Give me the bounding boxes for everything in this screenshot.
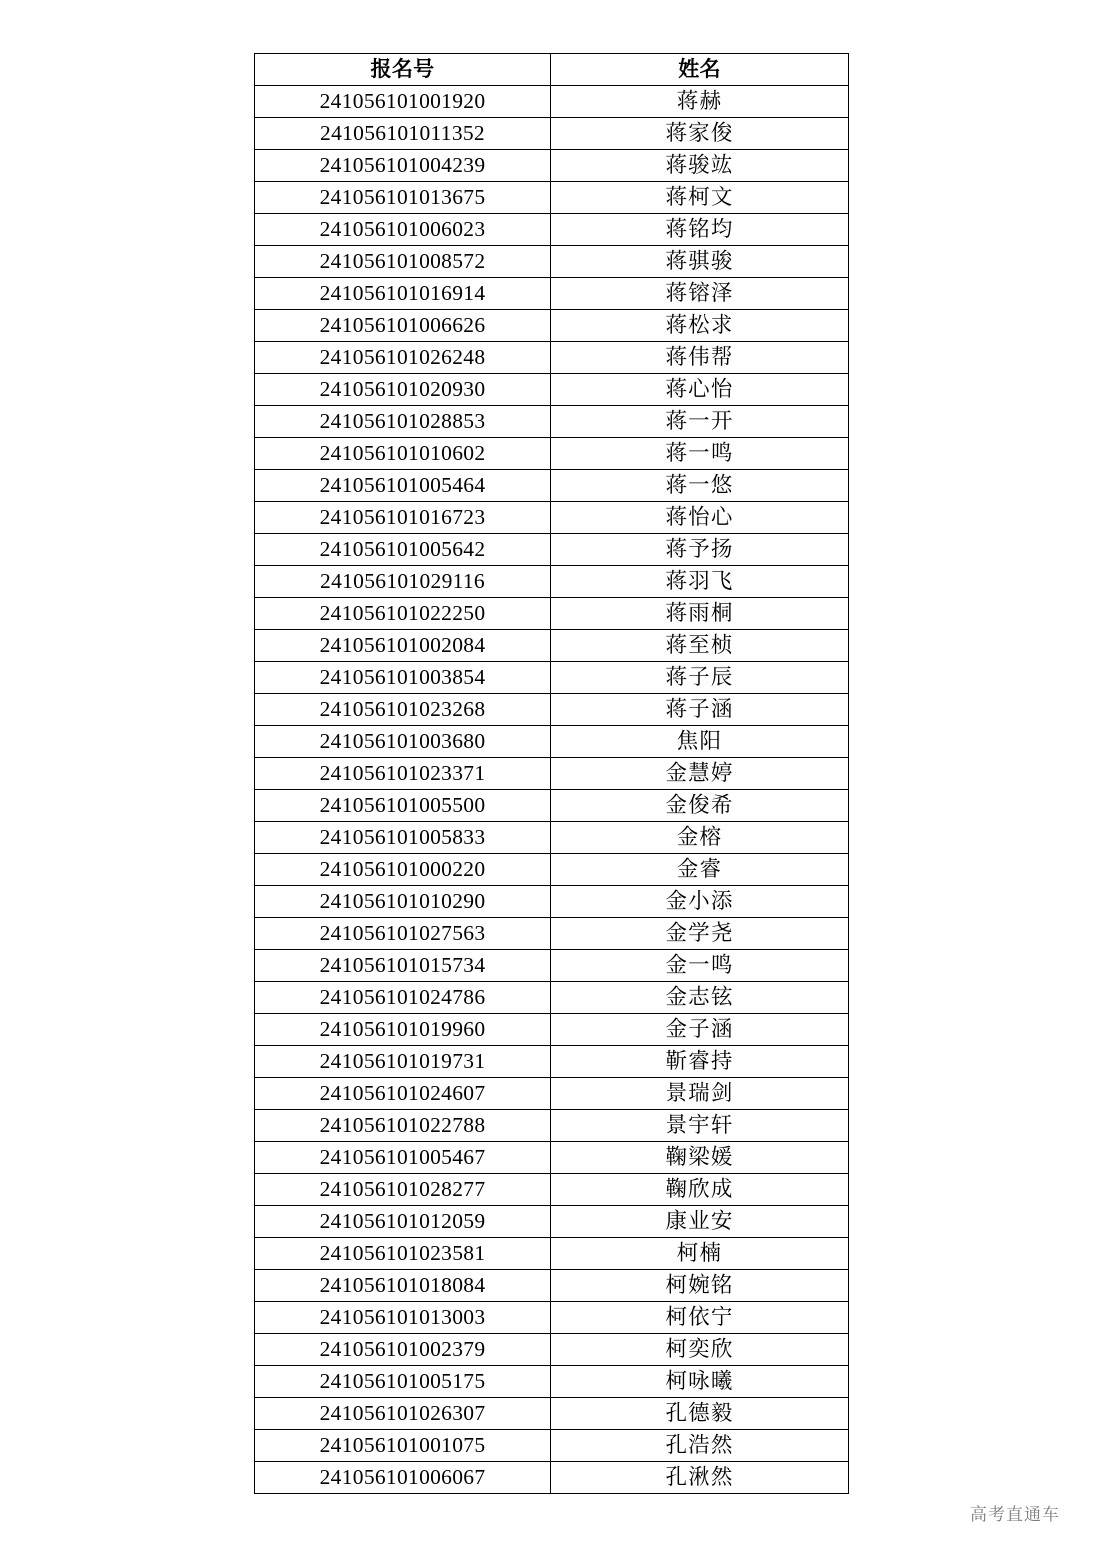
cell-registration-number: 241056101023371 bbox=[255, 758, 551, 790]
table-row bbox=[255, 982, 849, 1014]
cell-registration-number: 241056101022788 bbox=[255, 1110, 551, 1142]
table-row bbox=[255, 726, 849, 758]
cell-name: 靳睿持 bbox=[551, 1046, 849, 1078]
cell-registration-number: 241056101024786 bbox=[255, 982, 551, 1014]
cell-registration-number: 241056101002379 bbox=[255, 1334, 551, 1366]
table-row bbox=[255, 118, 849, 150]
cell-name: 柯楠 bbox=[551, 1238, 849, 1270]
table-row bbox=[255, 1110, 849, 1142]
cell-name: 蒋一开 bbox=[551, 406, 849, 438]
cell-name: 蒋至桢 bbox=[551, 630, 849, 662]
table-row bbox=[255, 630, 849, 662]
table-row bbox=[255, 278, 849, 310]
cell-name: 柯奕欣 bbox=[551, 1334, 849, 1366]
table-row bbox=[255, 310, 849, 342]
table-row bbox=[255, 790, 849, 822]
cell-name: 金榕 bbox=[551, 822, 849, 854]
table-row bbox=[255, 1238, 849, 1270]
cell-registration-number: 241056101002084 bbox=[255, 630, 551, 662]
cell-name: 蒋予扬 bbox=[551, 534, 849, 566]
table-row bbox=[255, 1366, 849, 1398]
cell-name: 蒋家俊 bbox=[551, 118, 849, 150]
cell-name: 蒋雨桐 bbox=[551, 598, 849, 630]
table-row bbox=[255, 214, 849, 246]
table-row bbox=[255, 566, 849, 598]
cell-name: 康业安 bbox=[551, 1206, 849, 1238]
table-row bbox=[255, 1142, 849, 1174]
cell-name: 蒋一悠 bbox=[551, 470, 849, 502]
cell-name: 焦阳 bbox=[551, 726, 849, 758]
cell-name: 蒋伟帮 bbox=[551, 342, 849, 374]
table-row bbox=[255, 1174, 849, 1206]
cell-name: 孔湫然 bbox=[551, 1462, 849, 1494]
cell-name: 柯咏曦 bbox=[551, 1366, 849, 1398]
column-header-name: 姓名 bbox=[551, 54, 849, 86]
table-row bbox=[255, 1302, 849, 1334]
table-row bbox=[255, 1078, 849, 1110]
table-row bbox=[255, 86, 849, 118]
cell-name: 蒋怡心 bbox=[551, 502, 849, 534]
cell-name: 景宇轩 bbox=[551, 1110, 849, 1142]
cell-registration-number: 241056101023581 bbox=[255, 1238, 551, 1270]
cell-registration-number: 241056101022250 bbox=[255, 598, 551, 630]
cell-name: 金一鸣 bbox=[551, 950, 849, 982]
cell-registration-number: 241056101001075 bbox=[255, 1430, 551, 1462]
cell-registration-number: 241056101026307 bbox=[255, 1398, 551, 1430]
cell-registration-number: 241056101003854 bbox=[255, 662, 551, 694]
column-header-registration-number: 报名号 bbox=[255, 54, 551, 86]
cell-name: 景瑞剑 bbox=[551, 1078, 849, 1110]
cell-name: 金学尧 bbox=[551, 918, 849, 950]
table-row bbox=[255, 918, 849, 950]
table-row bbox=[255, 598, 849, 630]
cell-name: 柯婉铭 bbox=[551, 1270, 849, 1302]
cell-registration-number: 241056101016723 bbox=[255, 502, 551, 534]
table-header-row bbox=[255, 54, 849, 86]
cell-registration-number: 241056101005467 bbox=[255, 1142, 551, 1174]
cell-registration-number: 241056101027563 bbox=[255, 918, 551, 950]
cell-name: 蒋心怡 bbox=[551, 374, 849, 406]
watermark-label: 高考直通车 bbox=[970, 1505, 1060, 1524]
cell-name: 蒋骏竑 bbox=[551, 150, 849, 182]
cell-registration-number: 241056101019960 bbox=[255, 1014, 551, 1046]
cell-registration-number: 241056101011352 bbox=[255, 118, 551, 150]
table-row bbox=[255, 1430, 849, 1462]
cell-registration-number: 241056101005175 bbox=[255, 1366, 551, 1398]
table-row bbox=[255, 854, 849, 886]
cell-registration-number: 241056101018084 bbox=[255, 1270, 551, 1302]
cell-name: 金小添 bbox=[551, 886, 849, 918]
cell-name: 蒋一鸣 bbox=[551, 438, 849, 470]
cell-name: 蒋子涵 bbox=[551, 694, 849, 726]
table-row bbox=[255, 438, 849, 470]
cell-name: 鞠梁媛 bbox=[551, 1142, 849, 1174]
table-row bbox=[255, 534, 849, 566]
cell-name: 柯依宁 bbox=[551, 1302, 849, 1334]
cell-name: 蒋子辰 bbox=[551, 662, 849, 694]
cell-registration-number: 241056101010290 bbox=[255, 886, 551, 918]
cell-name: 金子涵 bbox=[551, 1014, 849, 1046]
cell-name: 孔浩然 bbox=[551, 1430, 849, 1462]
table-row bbox=[255, 150, 849, 182]
table-row bbox=[255, 886, 849, 918]
cell-registration-number: 241056101028853 bbox=[255, 406, 551, 438]
cell-registration-number: 241056101013675 bbox=[255, 182, 551, 214]
cell-name: 金志铉 bbox=[551, 982, 849, 1014]
registration-roster-table bbox=[254, 53, 849, 1494]
cell-registration-number: 241056101028277 bbox=[255, 1174, 551, 1206]
cell-registration-number: 241056101003680 bbox=[255, 726, 551, 758]
table-row bbox=[255, 1046, 849, 1078]
cell-registration-number: 241056101006023 bbox=[255, 214, 551, 246]
cell-name: 蒋柯文 bbox=[551, 182, 849, 214]
table-row bbox=[255, 694, 849, 726]
cell-name: 金睿 bbox=[551, 854, 849, 886]
table-row bbox=[255, 470, 849, 502]
cell-registration-number: 241056101005642 bbox=[255, 534, 551, 566]
cell-registration-number: 241056101005464 bbox=[255, 470, 551, 502]
table-row bbox=[255, 182, 849, 214]
cell-registration-number: 241056101008572 bbox=[255, 246, 551, 278]
cell-registration-number: 241056101029116 bbox=[255, 566, 551, 598]
cell-registration-number: 241056101026248 bbox=[255, 342, 551, 374]
table-row bbox=[255, 246, 849, 278]
table-row bbox=[255, 1462, 849, 1494]
table-row bbox=[255, 1014, 849, 1046]
table-row bbox=[255, 662, 849, 694]
table-row bbox=[255, 342, 849, 374]
table-row bbox=[255, 950, 849, 982]
cell-registration-number: 241056101005833 bbox=[255, 822, 551, 854]
cell-name: 蒋松求 bbox=[551, 310, 849, 342]
cell-registration-number: 241056101015734 bbox=[255, 950, 551, 982]
cell-registration-number: 241056101019731 bbox=[255, 1046, 551, 1078]
cell-name: 蒋镕泽 bbox=[551, 278, 849, 310]
cell-name: 金慧婷 bbox=[551, 758, 849, 790]
cell-name: 鞠欣成 bbox=[551, 1174, 849, 1206]
cell-registration-number: 241056101000220 bbox=[255, 854, 551, 886]
cell-name: 蒋铭均 bbox=[551, 214, 849, 246]
cell-registration-number: 241056101013003 bbox=[255, 1302, 551, 1334]
table-row bbox=[255, 502, 849, 534]
table-row bbox=[255, 1334, 849, 1366]
table-row bbox=[255, 822, 849, 854]
cell-registration-number: 241056101020930 bbox=[255, 374, 551, 406]
cell-registration-number: 241056101010602 bbox=[255, 438, 551, 470]
cell-registration-number: 241056101004239 bbox=[255, 150, 551, 182]
table-row bbox=[255, 1270, 849, 1302]
cell-registration-number: 241056101012059 bbox=[255, 1206, 551, 1238]
cell-name: 金俊希 bbox=[551, 790, 849, 822]
cell-name: 蒋骐骏 bbox=[551, 246, 849, 278]
table-row bbox=[255, 758, 849, 790]
cell-name: 蒋羽飞 bbox=[551, 566, 849, 598]
table-row bbox=[255, 374, 849, 406]
table-row bbox=[255, 406, 849, 438]
cell-registration-number: 241056101001920 bbox=[255, 86, 551, 118]
cell-registration-number: 241056101006626 bbox=[255, 310, 551, 342]
table-row bbox=[255, 1206, 849, 1238]
cell-registration-number: 241056101005500 bbox=[255, 790, 551, 822]
cell-registration-number: 241056101016914 bbox=[255, 278, 551, 310]
cell-registration-number: 241056101024607 bbox=[255, 1078, 551, 1110]
cell-name: 孔德毅 bbox=[551, 1398, 849, 1430]
cell-registration-number: 241056101006067 bbox=[255, 1462, 551, 1494]
table-body bbox=[255, 86, 849, 1494]
cell-name: 蒋赫 bbox=[551, 86, 849, 118]
cell-registration-number: 241056101023268 bbox=[255, 694, 551, 726]
table-row bbox=[255, 1398, 849, 1430]
